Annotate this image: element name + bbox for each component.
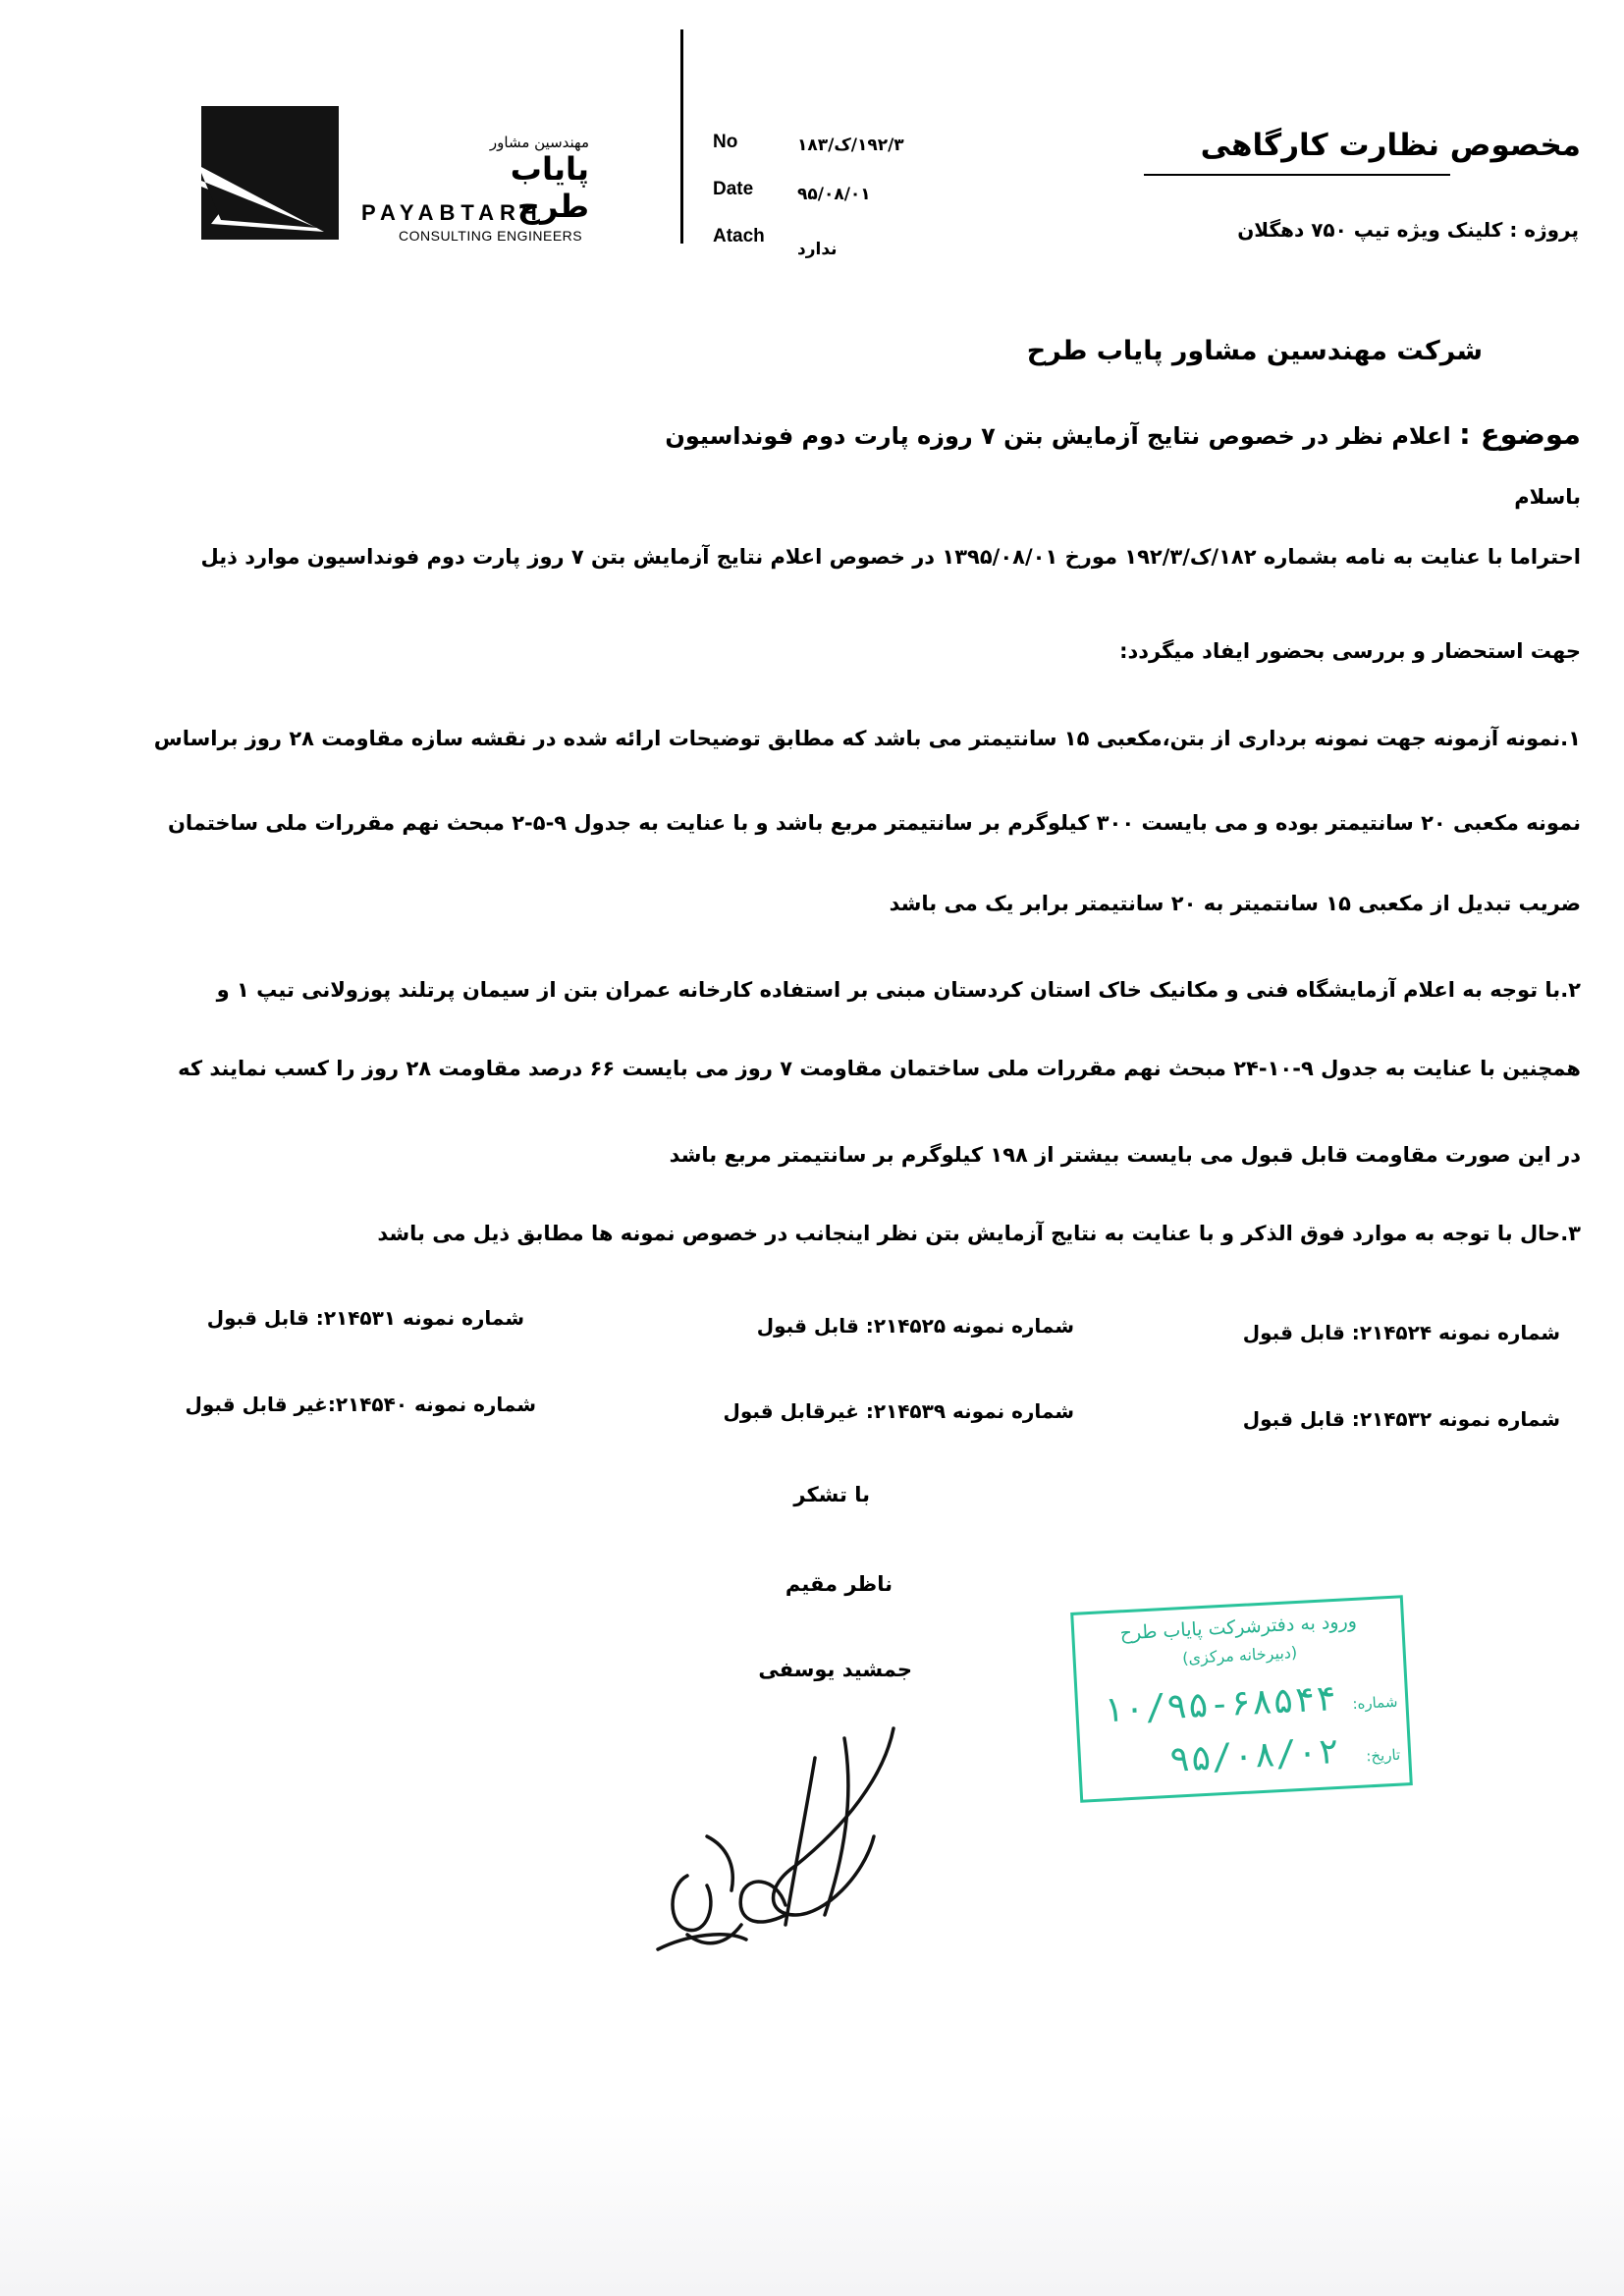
sample-item: شماره نمونه ۲۱۴۵۴۰:غیر قابل قبول bbox=[185, 1393, 536, 1416]
handwritten-signature bbox=[648, 1719, 982, 1954]
received-stamp bbox=[1070, 1595, 1413, 1802]
intro-line-1: احتراما با عنایت به نامه بشماره ۱۸۲/ک/۱۹۲/۳ مورخ ۱۳۹۵/۰۸/۰۱ در خصوص اعلام نتایج آزمایش بتن ۷ روز پارت دوم فونداسیون موارد ذیل bbox=[200, 545, 1581, 569]
item1-line-1: ۱.نمونه آزمونه جهت نمونه برداری از بتن،مکعبی ۱۵ سانتیمتر می باشد که مطابق توضیحات ارائه شده در نقشه سازه مقاومت ۲۸ روز براساس bbox=[153, 727, 1581, 750]
item2-line-1: ۲.با توجه به اعلام آزمایشگاه فنی و مکانیک خاک استان کردستان مبنی بر استفاده کارخانه عمران بتن از سیمان پرتلند پوزولانی تیپ ۱ و bbox=[216, 978, 1581, 1002]
sample-item: شماره نمونه ۲۱۴۵۲۴: قابل قبول bbox=[1242, 1321, 1560, 1344]
meta-attach-label: Atach bbox=[713, 226, 765, 246]
logo-name-en: PAYABTARH bbox=[361, 200, 543, 225]
sample-item: شماره نمونه ۲۱۴۵۲۵: قابل قبول bbox=[756, 1314, 1074, 1338]
item2-line-2: همچنین با عنایت به جدول ۹-۱۰-۲۴ مبحث نهم مقررات ملی ساختمان مقاومت ۷ روز می بایست ۶۶ درصد مقاومت ۲۸ روز را کسب نمایند که bbox=[178, 1057, 1581, 1080]
stamp-date-value: ۹۵/۰۸/۰۲ bbox=[1167, 1730, 1341, 1780]
recipient: شرکت مهندسین مشاور پایاب طرح bbox=[1026, 336, 1483, 366]
logo-name-fa: پایاب طرح bbox=[510, 150, 589, 225]
subject-label: موضوع : bbox=[1459, 417, 1581, 451]
project-line: پروژه : کلینک ویژه تیپ ۷۵۰ دهگلان bbox=[1237, 218, 1579, 242]
closing-name: جمشید یوسفی bbox=[758, 1658, 912, 1681]
stamp-title: ورود به دفترشرکت پایاب طرح bbox=[1119, 1610, 1358, 1645]
greeting: باسلام bbox=[1514, 485, 1581, 509]
header-title: مخصوص نظارت کارگاهی bbox=[1200, 128, 1581, 163]
meta-attach-value: ندارد bbox=[797, 240, 838, 259]
header-title-underline bbox=[1144, 174, 1450, 176]
meta-no-label: No bbox=[713, 132, 738, 152]
item2-line-3: در این صورت مقاومت قابل قبول می بایست بیشتر از ۱۹۸ کیلوگرم بر سانتیمتر مربع باشد bbox=[669, 1143, 1581, 1167]
meta-date-value: ۹۵/۰۸/۰۱ bbox=[797, 185, 871, 204]
company-logo bbox=[201, 106, 339, 240]
meta-no-value: ۱۹۲/۳/ک/۱۸۳ bbox=[797, 136, 904, 155]
item1-line-3: ضریب تبدیل از مکعبی ۱۵ سانتمیتر به ۲۰ سانتیمتر برابر یک می باشد bbox=[889, 892, 1581, 915]
sample-item: شماره نمونه ۲۱۴۵۳۹: غیرقابل قبول bbox=[723, 1399, 1074, 1423]
subject-line bbox=[589, 417, 1581, 451]
item1-line-2: نمونه مکعبی ۲۰ سانتیمتر بوده و می بایست ۳۰۰ کیلوگرم بر سانتیمتر مربع باشد و با عنایت به جدول ۹-۵-۲ مبحث نهم مقررات ملی ساختمان bbox=[167, 811, 1581, 835]
stamp-subtitle: (دبیرخانه مرکزی) bbox=[1181, 1642, 1298, 1668]
closing-role: ناظر مقیم bbox=[785, 1572, 893, 1596]
subject-text: اعلام نظر در خصوص نتایج آزمایش بتن ۷ روزه پارت دوم فونداسیون bbox=[665, 422, 1451, 450]
logo-mark-icon bbox=[201, 106, 339, 240]
intro-line-2: جهت استحضار و بررسی بحضور ایفاد میگردد: bbox=[1119, 639, 1581, 663]
logo-subtitle-en: CONSULTING ENGINEERS bbox=[399, 228, 583, 244]
page-bottom-shade bbox=[0, 2111, 1624, 2296]
stamp-number-label: شماره: bbox=[1351, 1692, 1398, 1714]
sample-item: شماره نمونه ۲۱۴۵۳۲: قابل قبول bbox=[1242, 1407, 1560, 1431]
header-divider bbox=[680, 29, 683, 244]
meta-date-label: Date bbox=[713, 179, 754, 199]
logo-name-fa-small: مهندسین مشاور bbox=[489, 134, 589, 151]
closing-thanks: با تشکر bbox=[793, 1483, 870, 1506]
sample-item: شماره نمونه ۲۱۴۵۳۱: قابل قبول bbox=[206, 1306, 524, 1330]
stamp-date-label: تاریخ: bbox=[1365, 1745, 1401, 1766]
stamp-number-value: ۱۰/۹۵-۶۸۵۴۴ bbox=[1101, 1677, 1338, 1731]
item3-line-1: ۳.حال با توجه به موارد فوق الذکر و با عنایت به نتایج آزمایش بتن نظر اینجانب در خصوص نمونه ها مطابق ذیل می باشد bbox=[377, 1222, 1581, 1245]
